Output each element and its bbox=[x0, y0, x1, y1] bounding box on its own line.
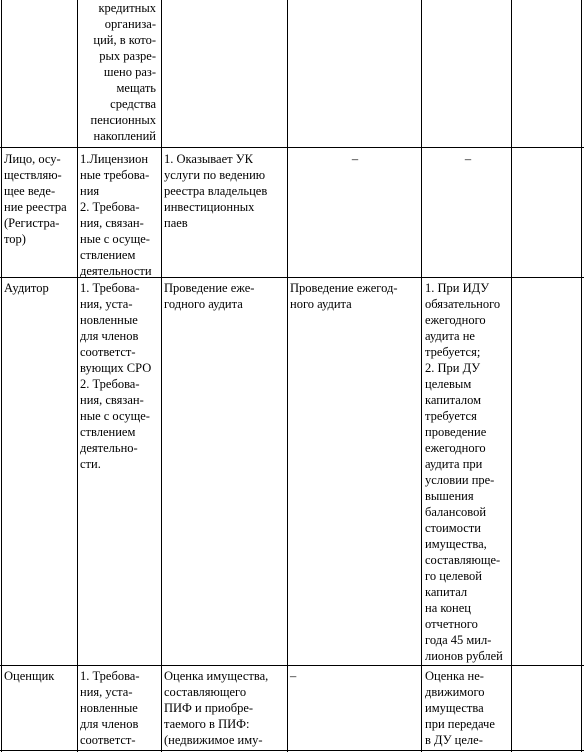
table-cell-participant: Оценщик bbox=[4, 669, 55, 683]
table-border-bottom bbox=[0, 750, 584, 751]
table-column-divider bbox=[161, 0, 162, 752]
table-cell-pif-functions: Проведение еже- годного аудита bbox=[164, 281, 255, 311]
table-cell-col5: Оценка не- движимого имущества при передаче в ДУ целе- bbox=[425, 669, 495, 747]
table-cell-requirements: 1.Лицензион ные требова- ния 2. Требова- ния, связан- ные с осуще- ствлением деятельности bbox=[80, 152, 152, 278]
table-column-divider bbox=[421, 0, 422, 752]
table-cell-col5: 1. При ИДУ обязательного ежегодного аудита не требуется; 2. При ДУ целевым капиталом требуется проведение ежегодного аудита при условии пре- вышения балансовой стоимости имущества, составляюще- го целевой капитал на конец отчетного года 45 мил- лионов рублей bbox=[425, 281, 503, 663]
table-cell-requirements-continued: кредитных организа- ций, в кото- рых разре- шено раз- мещать средства пенсионных накоплений bbox=[90, 1, 156, 143]
table-cell-col4: – bbox=[290, 669, 297, 683]
table-cell-pif-functions: Оценка имущества, составляющего ПИФ и приобре- таемого в ПИФ: (недвижимое иму- bbox=[164, 669, 269, 747]
table-row-divider bbox=[0, 147, 584, 148]
table-cell-participant: Аудитор bbox=[4, 281, 49, 295]
table-border-left bbox=[1, 0, 2, 752]
table-cell-requirements: 1. Требова- ния, уста- новленные для членов соответст- вующих СРО 2. Требова- ния, связан- ные с осуще- ствлением деятельно- сти. bbox=[80, 281, 152, 471]
table-cell-requirements: 1. Требова- ния, уста- новленные для членов соответст- bbox=[80, 669, 140, 747]
table-cell-col5: – bbox=[464, 152, 472, 166]
table-cell-pif-functions: 1. Оказывает УК услуги по ведению реестра владельцев инвестиционных паев bbox=[164, 152, 268, 230]
table-cell-col4: – bbox=[351, 152, 359, 166]
table-border-right bbox=[581, 0, 582, 752]
table-cell-participant: Лицо, осу- ществляю- щее веде- ние реестра (Регистра- тор) bbox=[4, 152, 67, 246]
table-row-divider bbox=[0, 665, 584, 666]
table-column-divider bbox=[511, 0, 512, 752]
table-cell-col4: Проведение ежегод- ного аудита bbox=[290, 281, 398, 311]
table-column-divider bbox=[77, 0, 78, 752]
table-column-divider bbox=[287, 0, 288, 752]
